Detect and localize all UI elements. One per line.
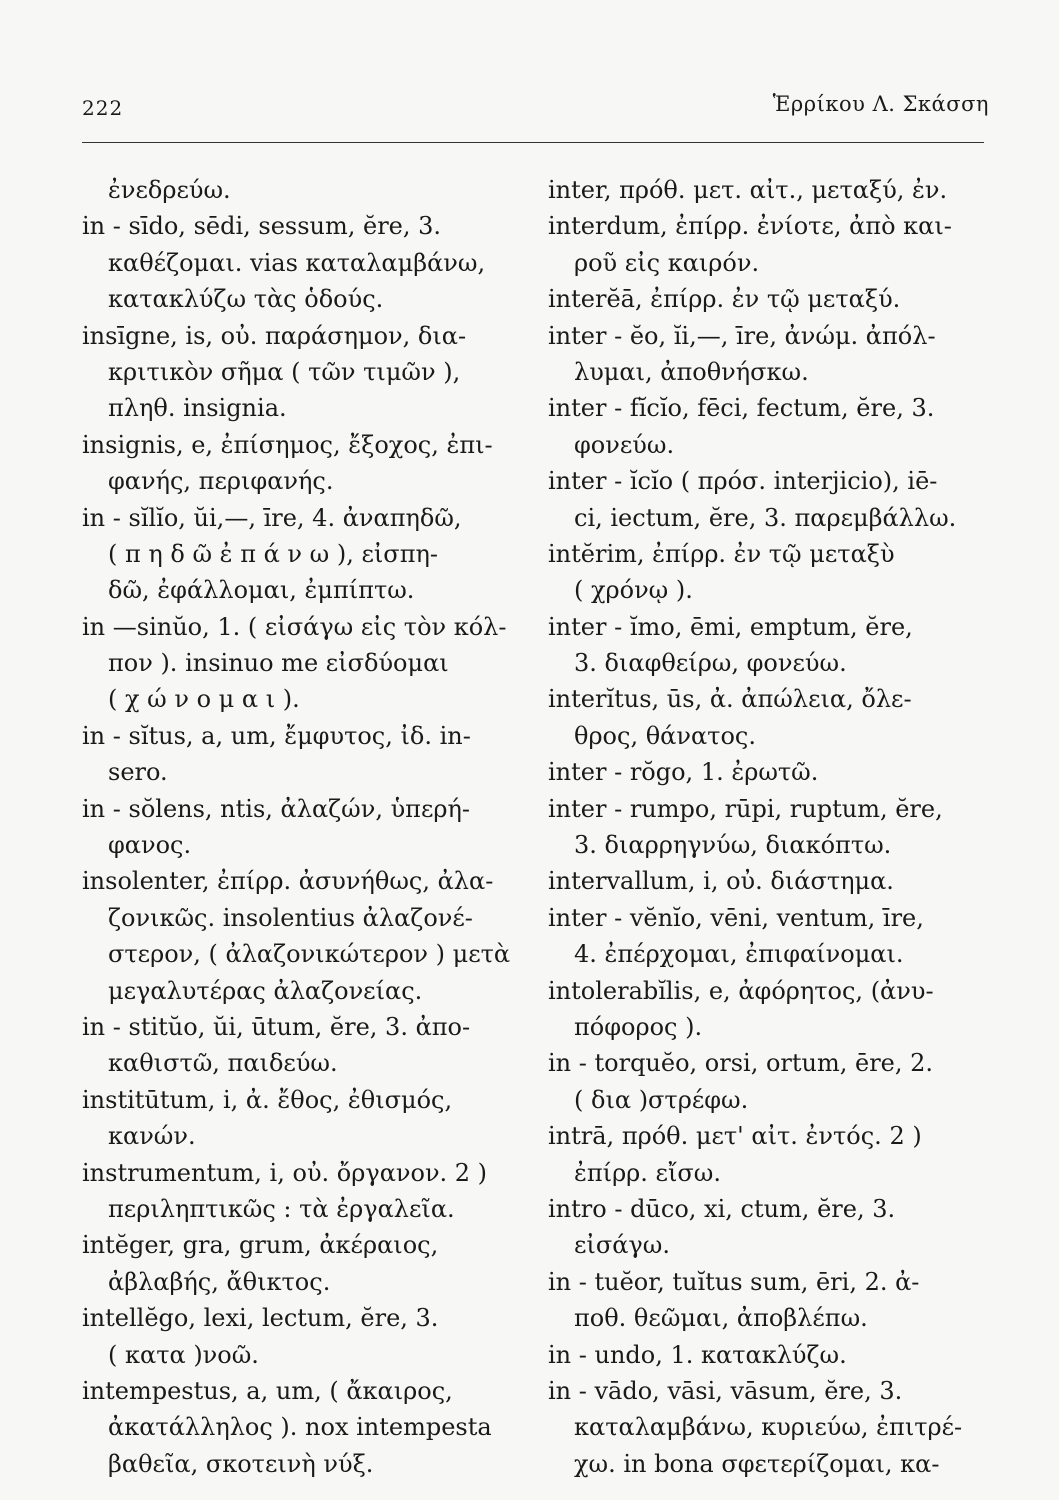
dictionary-line: περιληπτικῶς : τὰ ἐργαλεῖα. bbox=[108, 1194, 455, 1223]
dictionary-line: φονεύω. bbox=[574, 430, 675, 459]
dictionary-line: in - sĭlĭo, ŭi,—, īre, 4. ἀναπηδῶ, bbox=[82, 503, 462, 532]
dictionary-line: ( δια )στρέφω. bbox=[574, 1085, 749, 1114]
dictionary-line: κανών. bbox=[108, 1122, 196, 1151]
header-rule bbox=[82, 142, 984, 143]
dictionary-line: sero. bbox=[108, 758, 168, 787]
dictionary-line: καθιστῶ, παιδεύω. bbox=[108, 1049, 338, 1078]
dictionary-line: instrumentum, i, οὐ. ὄργανον. 2 ) bbox=[82, 1158, 488, 1187]
dictionary-line: 4. ἐπέρχομαι, ἐπιφαίνομαι. bbox=[574, 940, 904, 969]
dictionary-line: interĭtus, ūs, ἀ. ἀπώλεια, ὄλε- bbox=[548, 685, 912, 714]
dictionary-line: institūtum, i, ἀ. ἔθος, ἐθισμός, bbox=[82, 1085, 453, 1114]
dictionary-line: inter - ĕo, ĭi,—, īre, ἀνώμ. ἀπόλ- bbox=[548, 321, 936, 350]
dictionary-line: πον ). insinuo me εἰσδύομαι bbox=[108, 649, 449, 678]
dictionary-line: insīgne, is, οὐ. παράσημον, δια- bbox=[82, 321, 467, 350]
dictionary-line: ζονικῶς. insolentius ἀλαζονέ- bbox=[108, 903, 473, 932]
dictionary-line: ποθ. θεῶμαι, ἀποβλέπω. bbox=[574, 1304, 868, 1333]
left-column bbox=[82, 172, 530, 1482]
dictionary-line: ἐπίρρ. εἴσω. bbox=[574, 1158, 721, 1187]
dictionary-line: 3. διαφθείρω, φονεύω. bbox=[574, 649, 847, 678]
dictionary-line: καταλαμβάνω, κυριεύω, ἐπιτρέ- bbox=[574, 1413, 963, 1442]
dictionary-line: interdum, ἐπίρρ. ἐνίοτε, ἀπὸ και- bbox=[548, 212, 952, 241]
dictionary-line: in - sŏlens, ntis, ἀλαζών, ὑπερή- bbox=[82, 794, 470, 823]
dictionary-line: inter - fĭcĭo, fēci, fectum, ĕre, 3. bbox=[548, 394, 935, 423]
dictionary-line: in - stitŭo, ŭi, ūtum, ĕre, 3. ἀπο- bbox=[82, 1012, 471, 1041]
dictionary-line: intellĕgo, lexi, lectum, ĕre, 3. bbox=[82, 1304, 439, 1333]
dictionary-line: κατακλύζω τὰς ὁδούς. bbox=[108, 285, 384, 314]
dictionary-line: inter - rumpo, rūpi, ruptum, ĕre, bbox=[548, 794, 943, 823]
dictionary-line: intrā, πρόθ. μετ' αἰτ. ἐντός. 2 ) bbox=[548, 1122, 922, 1151]
dictionary-line: ( κατα )νοῶ. bbox=[108, 1340, 259, 1369]
dictionary-line: στερον, ( ἀλαζονικώτερον ) μετὰ bbox=[108, 940, 511, 969]
dictionary-line: intervallum, i, οὐ. διάστημα. bbox=[548, 867, 894, 896]
page-number: 222 bbox=[82, 96, 124, 120]
dictionary-line: in - undo, 1. κατακλύζω. bbox=[548, 1340, 847, 1369]
dictionary-line: κριτικὸν σῆμα ( τῶν τιμῶν ), bbox=[108, 357, 461, 386]
dictionary-line: in - sĭtus, a, um, ἔμφυτος, ἰδ. in- bbox=[82, 721, 471, 750]
dictionary-line: φανος. bbox=[108, 831, 192, 860]
dictionary-line: in - tuĕor, tuĭtus sum, ēri, 2. ἀ- bbox=[548, 1267, 920, 1296]
dictionary-line: πληθ. insignia. bbox=[108, 394, 287, 423]
dictionary-line: λυμαι, ἀποθνήσκω. bbox=[574, 357, 809, 386]
dictionary-line: inter - ĭcĭo ( πρόσ. interjicio), iē- bbox=[548, 467, 938, 496]
dictionary-line: ( π η δ ῶ ἐ π ά ν ω ), εἰσπη- bbox=[108, 539, 438, 568]
dictionary-line: inter - rŏgo, 1. ἐρωτῶ. bbox=[548, 758, 819, 787]
dictionary-line: intro - dūco, xi, ctum, ĕre, 3. bbox=[548, 1194, 896, 1223]
dictionary-line: intolerabĭlis, e, ἀφόρητος, (ἀνυ- bbox=[548, 976, 934, 1005]
dictionary-line: intĕger, gra, grum, ἀκέραιος, bbox=[82, 1231, 439, 1260]
dictionary-line: intempestus, a, um, ( ἄκαιρος, bbox=[82, 1376, 453, 1405]
dictionary-line: ἐνεδρεύω. bbox=[108, 176, 231, 204]
dictionary-line: θρος, θάνατος. bbox=[574, 721, 756, 750]
dictionary-line: ( χ ώ ν ο μ α ι ). bbox=[108, 685, 300, 714]
dictionary-line: μεγαλυτέρας ἀλαζονείας. bbox=[108, 976, 423, 1005]
running-head: Ἑρρίκου Λ. Σκάσση bbox=[772, 92, 989, 116]
dictionary-line: εἰσάγω. bbox=[574, 1231, 670, 1260]
dictionary-line: inter - vĕnĭo, vēni, ventum, īre, bbox=[548, 903, 924, 932]
dictionary-line: πόφορος ). bbox=[574, 1012, 703, 1041]
dictionary-line: insolenter, ἐπίρρ. ἀσυνήθως, ἀλα- bbox=[82, 867, 494, 896]
dictionary-line: καθέζομαι. vias καταλαμβάνω, bbox=[108, 248, 486, 277]
dictionary-line: φανής, περιφανής. bbox=[108, 467, 334, 496]
dictionary-line: intĕrim, ἐπίρρ. ἐν τῷ μεταξὺ bbox=[548, 539, 895, 568]
dictionary-line: in - torquĕo, orsi, ortum, ēre, 2. bbox=[548, 1049, 934, 1078]
right-column bbox=[548, 172, 988, 1482]
dictionary-line: inter - ĭmo, ēmi, emptum, ĕre, bbox=[548, 612, 913, 641]
dictionary-line: ροῦ εἰς καιρόν. bbox=[574, 248, 760, 277]
dictionary-line: 3. διαρρηγνύω, διακόπτω. bbox=[574, 831, 892, 860]
dictionary-line: interĕā, ἐπίρρ. ἐν τῷ μεταξύ. bbox=[548, 285, 901, 314]
dictionary-line: ἀβλαβής, ἄθικτος. bbox=[108, 1267, 331, 1296]
dictionary-line: insignis, e, ἐπίσημος, ἔξοχος, ἐπι- bbox=[82, 430, 493, 459]
dictionary-line: βαθεῖα, σκοτεινὴ νύξ. bbox=[108, 1449, 374, 1478]
dictionary-line: inter, πρόθ. μετ. αἰτ., μεταξύ, ἐν. bbox=[548, 176, 948, 204]
dictionary-line: in —sinŭo, 1. ( εἰσάγω εἰς τὸν κόλ- bbox=[82, 612, 507, 641]
dictionary-line: ( χρόνῳ ). bbox=[574, 576, 693, 605]
dictionary-line: in - vādo, vāsi, vāsum, ĕre, 3. bbox=[548, 1376, 903, 1405]
dictionary-line: δῶ, ἐφάλλομαι, ἐμπίπτω. bbox=[108, 576, 415, 605]
dictionary-line: ci, iectum, ĕre, 3. παρεμβάλλω. bbox=[574, 503, 957, 532]
dictionary-line: in - sīdo, sēdi, sessum, ĕre, 3. bbox=[82, 212, 442, 241]
dictionary-line: ἀκατάλληλος ). nox intempesta bbox=[108, 1413, 492, 1442]
dictionary-line: χω. in bona σφετερίζομαι, κα- bbox=[574, 1449, 940, 1478]
